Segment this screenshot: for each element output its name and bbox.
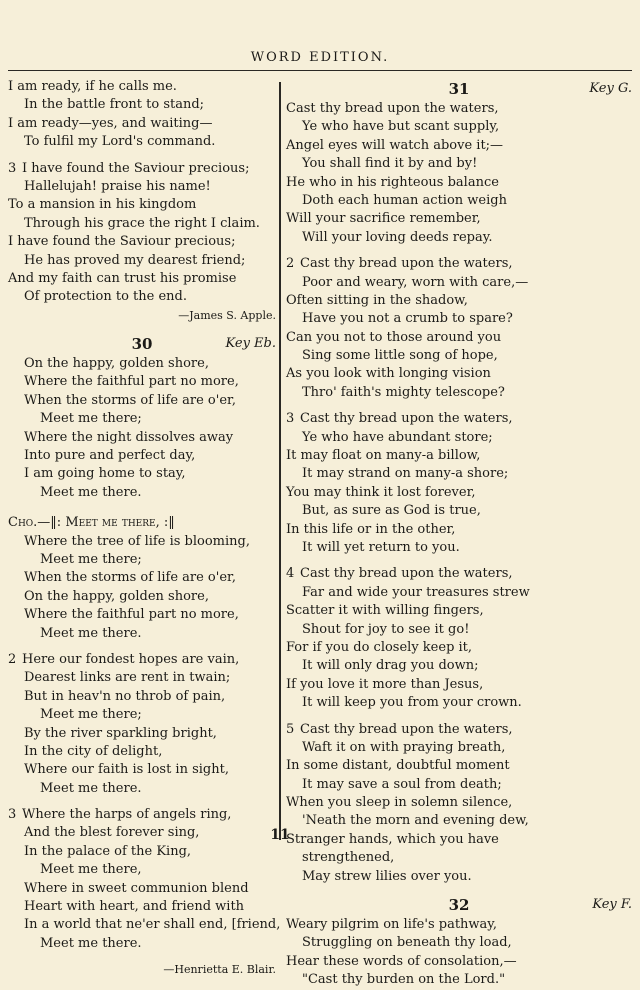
hymn-key: Key Eb. bbox=[225, 336, 276, 352]
column-divider bbox=[279, 82, 281, 840]
verse-line: To fulfil my Lord's command. bbox=[24, 134, 216, 150]
verse-line: Where the faithful part no more, bbox=[24, 374, 239, 390]
verse-line: Meet me there, bbox=[40, 862, 142, 878]
verse-line: strengthened, bbox=[302, 850, 395, 866]
verse-line: For if you do closely keep it, bbox=[286, 639, 473, 655]
chorus-label: Cho.—‖: Meet me there, :‖ bbox=[8, 515, 175, 531]
verse-line: Have you not a crumb to spare? bbox=[302, 311, 513, 327]
verse-line: When you sleep in solemn silence, bbox=[286, 795, 513, 811]
verse-line: I have found the Saviour precious; bbox=[8, 234, 236, 250]
verse-line: To a mansion in his kingdom bbox=[8, 197, 197, 213]
verse-line: You shall find it by and by! bbox=[302, 156, 478, 172]
verse-line: Dearest links are rent in twain; bbox=[24, 670, 231, 686]
verse-line: Doth each human action weigh bbox=[302, 192, 507, 208]
verse-line: Into pure and perfect day, bbox=[24, 448, 196, 464]
verse-line: In some distant, doubtful moment bbox=[286, 758, 510, 774]
verse-line: Heart with heart, and friend with bbox=[24, 899, 245, 915]
hymn-number: 31 bbox=[448, 80, 470, 98]
verse-line: In the palace of the King, bbox=[24, 843, 192, 859]
verse-line: Where the tree of life is blooming, bbox=[24, 533, 250, 549]
verse-line: May strew lilies over you. bbox=[302, 868, 472, 884]
verse-line: Thro' faith's mighty telescope? bbox=[302, 384, 505, 400]
verse-line: Hallelujah! praise his name! bbox=[24, 178, 211, 194]
verse-line: Cast thy bread upon the waters, bbox=[300, 721, 513, 737]
author-credit: —James S. Apple. bbox=[178, 308, 276, 322]
verse-line: It may strand on many-a shore; bbox=[302, 466, 509, 482]
verse-line: It will only drag you down; bbox=[302, 658, 479, 674]
verse-line: But, as sure as God is true, bbox=[302, 503, 481, 519]
hymn-number: 32 bbox=[448, 896, 470, 915]
verse-line: Where the faithful part no more, bbox=[24, 607, 239, 623]
verse-line: I am ready, if he calls me. bbox=[8, 79, 177, 94]
verse-line: Meet me there. bbox=[40, 625, 142, 641]
verse-line: It may float on many-a billow, bbox=[286, 448, 481, 464]
verse-line: Ye who have abundant store; bbox=[302, 429, 493, 445]
verse-line: Of protection to the end. bbox=[24, 289, 188, 305]
verse-line: Through his grace the right I claim. bbox=[24, 215, 260, 231]
verse-line: Hear these words of consolation,— bbox=[286, 953, 517, 969]
verse-line: In the city of delight, bbox=[24, 743, 163, 759]
verse-line: Struggling on beneath thy load, bbox=[302, 935, 512, 951]
verse-line: Where the harps of angels ring, bbox=[22, 807, 232, 823]
verse-line: Will your loving deeds repay. bbox=[302, 229, 493, 245]
verse-line: Meet me there; bbox=[40, 551, 142, 567]
hymn-key: Key F. bbox=[592, 897, 632, 913]
verse-line: Here our fondest hopes are vain, bbox=[22, 651, 240, 667]
hymn-title-32 bbox=[286, 894, 632, 916]
verse-line: Will your sacrifice remember, bbox=[286, 211, 481, 227]
verse-line: Cast thy bread upon the waters, bbox=[300, 566, 513, 582]
verse-line: Meet me there. bbox=[40, 484, 142, 500]
verse-line: It will keep you from your crown. bbox=[302, 695, 522, 711]
verse-line: Sing some little song of hope, bbox=[302, 348, 498, 364]
verse-line: When the storms of life are o'er, bbox=[24, 570, 236, 586]
verse-line: He who in his righteous balance bbox=[286, 174, 499, 190]
page-number: 11 bbox=[270, 827, 290, 843]
verse-number: 5 bbox=[286, 721, 295, 737]
verse-line: Angel eyes will watch above it;— bbox=[286, 137, 504, 153]
verse-line: 'Neath the morn and evening dew, bbox=[302, 813, 529, 829]
verse-number: 3 bbox=[286, 411, 295, 427]
right-column bbox=[286, 78, 632, 990]
verse-line: "Cast thy burden on the Lord." bbox=[302, 972, 506, 988]
verse-line: On the happy, golden shore, bbox=[24, 356, 209, 372]
verse-line: Where in sweet communion blend bbox=[24, 880, 249, 896]
verse-line: He has proved my dearest friend; bbox=[24, 252, 246, 268]
verse-line: Weary pilgrim on life's pathway, bbox=[286, 917, 498, 933]
page-header: WORD EDITION. bbox=[250, 50, 390, 65]
verse-line: Cast thy bread upon the waters, bbox=[300, 411, 513, 427]
verse-line: Meet me there; bbox=[40, 707, 142, 723]
verse-line: Waft it on with praying breath, bbox=[302, 739, 506, 755]
verse-line: Meet me there. bbox=[40, 780, 142, 796]
verse-line: It will yet return to you. bbox=[302, 539, 460, 555]
verse-line: When the storms of life are o'er, bbox=[24, 392, 236, 408]
verse-line: On the happy, golden shore, bbox=[24, 588, 209, 604]
verse-number: 2 bbox=[286, 256, 295, 272]
verse-line: Where our faith is lost in sight, bbox=[24, 762, 229, 778]
verse-line: Can you not to those around you bbox=[286, 329, 502, 345]
verse-line: In the battle front to stand; bbox=[24, 97, 205, 113]
verse-line: In this life or in the other, bbox=[286, 521, 456, 537]
hymn-number: 30 bbox=[131, 335, 153, 354]
verse-line: Where the night dissolves away bbox=[24, 429, 234, 445]
verse-line: You may think it lost forever, bbox=[286, 484, 476, 500]
verse-line: In a world that ne'er shall end, [friend, bbox=[24, 917, 281, 933]
verse-line: Ye who have but scant supply, bbox=[302, 119, 500, 135]
verse-line: It may save a soul from death; bbox=[302, 776, 502, 792]
hymn-title-31 bbox=[286, 78, 632, 100]
verse-line: If you love it more than Jesus, bbox=[286, 676, 484, 692]
verse-line: Shout for joy to see it go! bbox=[302, 621, 470, 637]
verse-line: Cast thy bread upon the waters, bbox=[300, 256, 513, 272]
verse-number: 4 bbox=[286, 566, 295, 582]
verse-line: Scatter it with willing fingers, bbox=[286, 603, 484, 619]
verse-number: 3 bbox=[8, 160, 17, 176]
verse-line: Often sitting in the shadow, bbox=[286, 292, 468, 308]
hymn-title-30 bbox=[8, 333, 276, 355]
verse-line: I am ready—yes, and waiting— bbox=[8, 115, 213, 131]
verse-line: But in heav'n no throb of pain, bbox=[24, 688, 226, 704]
author-credit: —Henrietta E. Blair. bbox=[163, 963, 276, 977]
verse-line: Stranger hands, which you have bbox=[286, 831, 499, 847]
header-rule bbox=[8, 70, 632, 71]
hymn-key: Key G. bbox=[589, 81, 632, 96]
verse-number: 3 bbox=[8, 807, 17, 823]
verse-line: I am going home to stay, bbox=[24, 466, 186, 482]
verse-line: And my faith can trust his promise bbox=[8, 270, 237, 286]
verse-line: Meet me there; bbox=[40, 411, 142, 427]
verse-line: Meet me there. bbox=[40, 935, 142, 951]
verse-line: I have found the Saviour precious; bbox=[22, 160, 250, 176]
verse-line: Cast thy bread upon the waters, bbox=[286, 101, 499, 116]
verse-line: As you look with longing vision bbox=[286, 366, 491, 382]
verse-line: By the river sparkling bright, bbox=[24, 725, 217, 741]
verse-line: Far and wide your treasures strew bbox=[302, 584, 530, 600]
verse-line: And the blest forever sing, bbox=[24, 825, 200, 841]
verse-number: 2 bbox=[8, 651, 17, 667]
verse-line: Poor and weary, worn with care,— bbox=[302, 274, 529, 290]
